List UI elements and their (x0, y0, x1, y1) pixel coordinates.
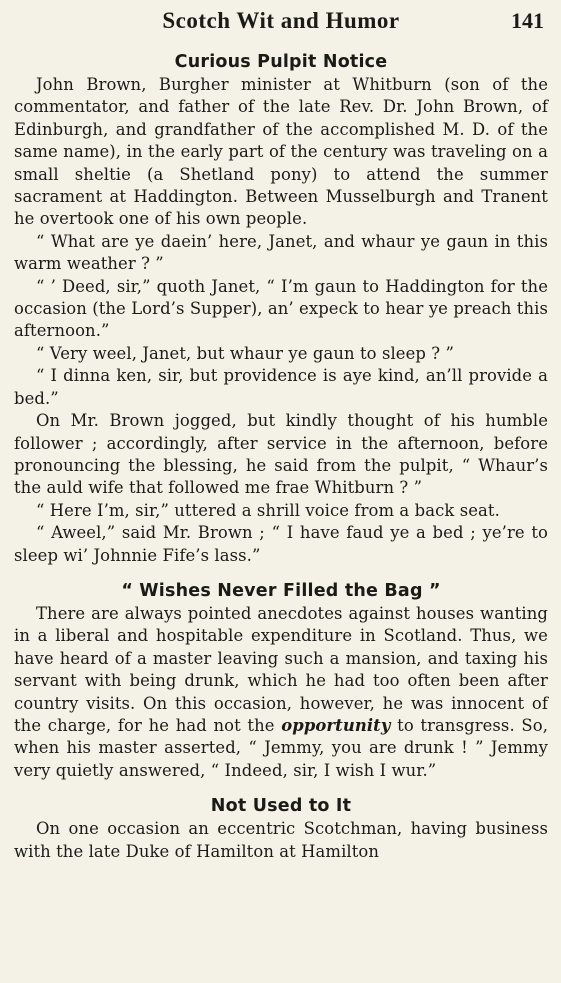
paragraph: “ I dinna ken, sir, but providence is aye kind, an’ll provide a bed.” (14, 366, 548, 408)
section-title: Curious Pulpit Notice (174, 52, 388, 72)
paragraph (14, 603, 548, 782)
section-title: “ Wishes Never Filled the Bag ” (121, 580, 441, 601)
paragraph-text: There are always pointed anecdotes against houses wanting in a liberal and hospitable expenditure in Scotland. Thus, we have heard of a master leaving such a mansion, and taxing his servant with being drunk, which he had too often been after country visits. On this occasion, however, he was innocent of the charge, for he had not the (14, 603, 548, 735)
paragraph: “ Aweel,” said Mr. Brown ; “ I have faud ye a bed ; ye’re to sleep wi’ Johnnie Fife’s lass.” (14, 523, 548, 565)
emphasized-word: opportunity (281, 715, 391, 735)
section-title: Not Used to It (210, 796, 352, 817)
section-curious-pulpit-notice (14, 52, 548, 567)
page-header (14, 6, 548, 36)
paragraph: John Brown, Burgher minister at Whitburn (son of the commentator, and father of the late Rev. Dr. John Brown, of Edinburgh, and grandfather of the accomplished M. D. of the same name), in the early part of the century was traveling on a small sheltie (a Shetland pony) to attend the summer sacrament at Haddington. Between Musselburgh and Tranent he overtook one of his own people. (14, 75, 548, 229)
paragraph: On one occasion an eccentric Scotchman, having business with the late Duke of Hamilton at Hamilton (14, 819, 548, 861)
paragraph: “ ’ Deed, sir,” quoth Janet, “ I’m gaun to Haddington for the occasion (the Lord’s Supper), an’ expeck to hear ye preach this afternoon.” (14, 276, 548, 341)
paragraph: On Mr. Brown jogged, but kindly thought of his humble follower ; accordingly, after service in the afternoon, before pronouncing the blessing, he said from the pulpit, “ Whaur’s the auld wife that followed me frae Whitburn ? ” (14, 411, 548, 498)
paragraph: “ Very weel, Janet, but whaur ye gaun to sleep ? ” (36, 343, 454, 363)
section-wishes-never-filled-the-bag (14, 581, 548, 782)
page-number: 141 (511, 8, 544, 33)
running-title: Scotch Wit and Humor (162, 8, 400, 33)
paragraph: “ What are ye daein’ here, Janet, and whaur ye gaun in this warm weather ? ” (14, 231, 548, 274)
section-not-used-to-it (14, 796, 548, 863)
paragraph-text: to transgress. So, when his master asserted, “ Jemmy, you are drunk ! ” Jemmy very quietly answered, “ Indeed, sir, I wish I wur.” (14, 715, 549, 780)
paragraph: “ Here I’m, sir,” uttered a shrill voice from a back seat. (36, 500, 500, 520)
